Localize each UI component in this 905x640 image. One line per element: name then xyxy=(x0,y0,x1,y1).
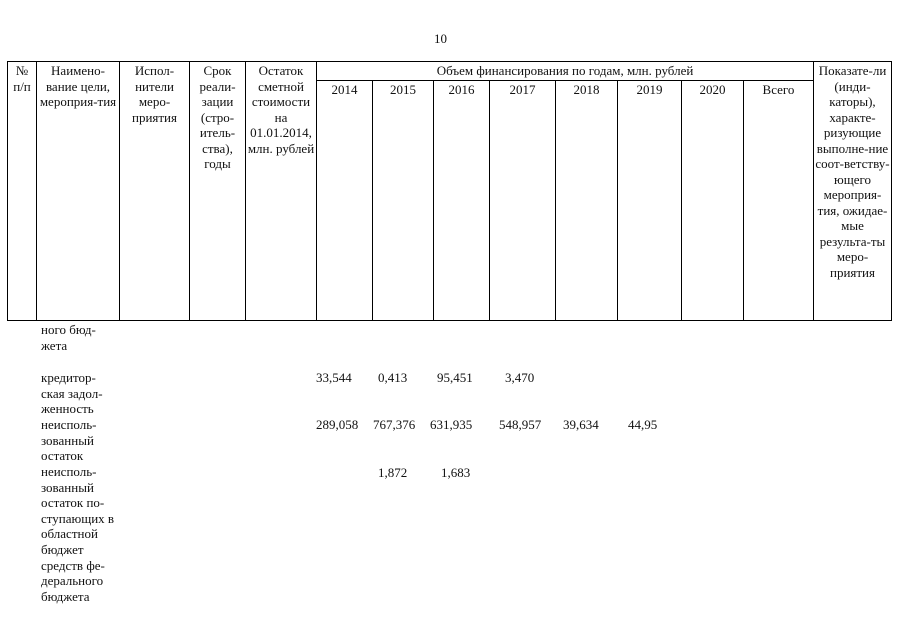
row-name: неисполь-зованный остаток по-ступающих в областной бюджет средств фе-дерального бюджета xyxy=(41,464,115,604)
row-value: 548,957 xyxy=(499,417,542,432)
row-value: 44,95 xyxy=(628,417,658,432)
row-name: ного бюд-жета xyxy=(41,322,96,353)
header-year-2019: 2019 xyxy=(618,81,682,321)
row-value: 39,634 xyxy=(563,417,599,432)
header-financing-title: Объем финансирования по годам, млн. рублей xyxy=(317,62,814,81)
header-year-2020: 2020 xyxy=(682,81,744,321)
row-value: 767,376 xyxy=(373,417,416,432)
financing-table-header xyxy=(7,61,892,321)
header-year-2018: 2018 xyxy=(556,81,618,321)
row-value: 631,935 xyxy=(430,417,473,432)
row-value: 1,683 xyxy=(441,465,471,480)
row-value: 1,872 xyxy=(378,465,408,480)
header-name: Наимено-вание цели, мероприя-тия xyxy=(37,62,120,321)
row-name: кредитор-ская задол-женность xyxy=(41,370,103,417)
header-number: № п/п xyxy=(8,62,37,321)
header-year-2014: 2014 xyxy=(317,81,373,321)
row-value: 3,470 xyxy=(505,370,535,385)
page-number: 10 xyxy=(434,31,447,46)
header-year-2016: 2016 xyxy=(434,81,490,321)
row-value: 0,413 xyxy=(378,370,408,385)
header-indicators: Показате-ли (инди-каторы), характе-ризующие выполне-ние соот-ветству-ющего мероприя-тия, ожидае-мые результа-ты меро-приятия xyxy=(814,62,892,321)
row-name: неисполь-зованный остаток xyxy=(41,417,97,464)
row-value: 33,544 xyxy=(316,370,352,385)
header-year-2017: 2017 xyxy=(490,81,556,321)
header-year-2015: 2015 xyxy=(373,81,434,321)
header-term: Срок реали-зации (стро-итель-ства), годы xyxy=(190,62,246,321)
row-value: 289,058 xyxy=(316,417,359,432)
header-total: Всего xyxy=(744,81,814,321)
header-remaining-cost: Остаток сметной стоимости на 01.01.2014, млн. рублей xyxy=(246,62,317,321)
header-executors: Испол-нители меро-приятия xyxy=(120,62,190,321)
row-value: 95,451 xyxy=(437,370,473,385)
